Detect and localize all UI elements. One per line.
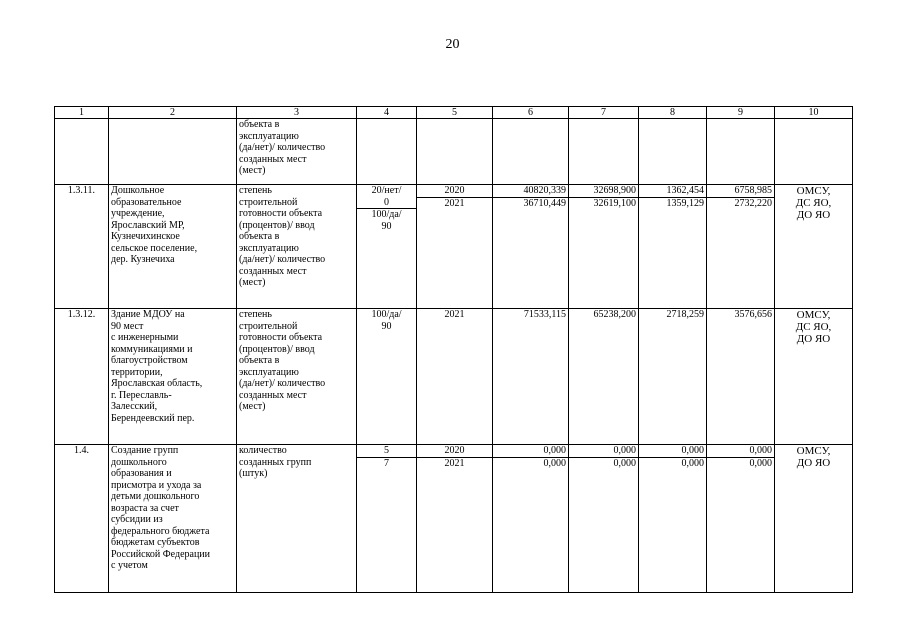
amount-col9-value: 0,000 [749, 445, 772, 456]
year-value: 2021 [417, 197, 492, 210]
header-row [55, 107, 853, 119]
amount-col6 [493, 445, 569, 593]
amount-col9-value: 2732,220 [707, 197, 775, 210]
amount-col8 [639, 445, 707, 593]
amount-col8-value [641, 119, 704, 131]
year-value: 2020 [444, 445, 465, 456]
target-value [357, 309, 417, 445]
header-cell: 7 [569, 107, 639, 119]
amount-col9-value [709, 119, 772, 131]
indicator-name: степень строительной готовности объекта (процентов)/ ввод объекта в эксплуатацию (да/нет)/ количество созданных мест (мест) [237, 309, 357, 445]
header-cell: 4 [357, 107, 417, 119]
amount-col9-value: 3576,656 [734, 309, 772, 320]
indicator-name: количество созданных групп (штук) [237, 445, 357, 593]
amount-col9 [707, 119, 775, 185]
header-cell: 1 [55, 107, 109, 119]
target-value-value: 7 [357, 457, 416, 470]
page-number: 20 [445, 37, 460, 52]
amount-col7-value: 65238,200 [593, 309, 636, 320]
header-cell: 8 [639, 107, 707, 119]
amount-col8-value: 1359,129 [639, 197, 707, 210]
amount-col8-value: 0,000 [681, 445, 704, 456]
amount-col9 [707, 185, 775, 309]
amount-col7-value: 32619,100 [569, 197, 639, 210]
amount-col7 [569, 445, 639, 593]
amount-col7-value: 0,000 [569, 457, 639, 470]
amount-col6 [493, 119, 569, 185]
year-value: 2020 [444, 185, 465, 196]
amount-col6-value: 71533,115 [523, 309, 566, 320]
amount-col6 [493, 309, 569, 445]
target-value-value: 100/да/ 90 [371, 309, 402, 332]
year-value [419, 119, 490, 131]
amount-col7-value: 32698,900 [593, 185, 636, 196]
amount-col9 [707, 445, 775, 593]
measure-name [109, 119, 237, 185]
indicator-name: степень строительной готовности объекта (процентов)/ ввод объекта в эксплуатацию (да/нет)/ количество созданных мест (мест) [237, 185, 357, 309]
target-value-value: 20/нет/ 0 [371, 185, 402, 208]
target-value [357, 445, 417, 593]
row-number: 1.3.11. [55, 185, 109, 309]
table-row [55, 309, 853, 445]
header-cell: 3 [237, 107, 357, 119]
table-row [55, 119, 853, 185]
year [417, 309, 493, 445]
amount-col7-value: 0,000 [613, 445, 636, 456]
target-value-value: 100/да/ 90 [357, 208, 416, 232]
table-row [55, 445, 853, 593]
amount-col6-value: 36710,449 [493, 197, 569, 210]
amount-col6 [493, 185, 569, 309]
amount-col9 [707, 309, 775, 445]
measure-name: Здание МДОУ на 90 мест с инженерными коммуникациями и благоустройством территории, Ярославская область, г. Переславль- Залесский, Берендеевский пер. [109, 309, 237, 445]
header-cell: 6 [493, 107, 569, 119]
amount-col8 [639, 309, 707, 445]
amount-col6-value: 0,000 [543, 445, 566, 456]
header-cell: 9 [707, 107, 775, 119]
amount-col9-value: 0,000 [707, 457, 775, 470]
header-cell: 5 [417, 107, 493, 119]
row-number: 1.4. [55, 445, 109, 593]
year [417, 445, 493, 593]
target-value-value [359, 119, 414, 131]
amount-col9-value: 6758,985 [734, 185, 772, 196]
program-table [54, 106, 853, 593]
amount-col6-value [495, 119, 566, 131]
amount-col8 [639, 119, 707, 185]
header-cell: 2 [109, 107, 237, 119]
row-number [55, 119, 109, 185]
amount-col8-value: 1362,454 [666, 185, 704, 196]
amount-col7 [569, 185, 639, 309]
executors: ОМСУ, ДС ЯО, ДО ЯО [775, 185, 853, 309]
year [417, 185, 493, 309]
executors: ОМСУ, ДО ЯО [775, 445, 853, 593]
target-value [357, 185, 417, 309]
row-number: 1.3.12. [55, 309, 109, 445]
target-value [357, 119, 417, 185]
amount-col6-value: 0,000 [493, 457, 569, 470]
year-value: 2021 [444, 309, 465, 320]
header-cell: 10 [775, 107, 853, 119]
indicator-name: объекта в эксплуатацию (да/нет)/ количество созданных мест (мест) [237, 119, 357, 185]
amount-col7 [569, 119, 639, 185]
measure-name: Дошкольное образовательное учреждение, Ярославский МР, Кузнечихинское сельское поселение, дер. Кузнечиха [109, 185, 237, 309]
measure-name: Создание групп дошкольного образования и присмотра и ухода за детьми дошкольного возраста за счет субсидии из федерального бюджета бюджетам субъектов Российской Федерации с учетом [109, 445, 237, 593]
table-row [55, 185, 853, 309]
amount-col7-value [571, 119, 636, 131]
year-value: 2021 [417, 457, 492, 470]
table-body [55, 107, 853, 593]
amount-col6-value: 40820,339 [523, 185, 566, 196]
year [417, 119, 493, 185]
amount-col8 [639, 185, 707, 309]
amount-col7 [569, 309, 639, 445]
executors [775, 119, 853, 185]
executors: ОМСУ, ДС ЯО, ДО ЯО [775, 309, 853, 445]
amount-col8-value: 0,000 [639, 457, 707, 470]
target-value-value: 5 [384, 445, 389, 456]
amount-col8-value: 2718,259 [666, 309, 704, 320]
